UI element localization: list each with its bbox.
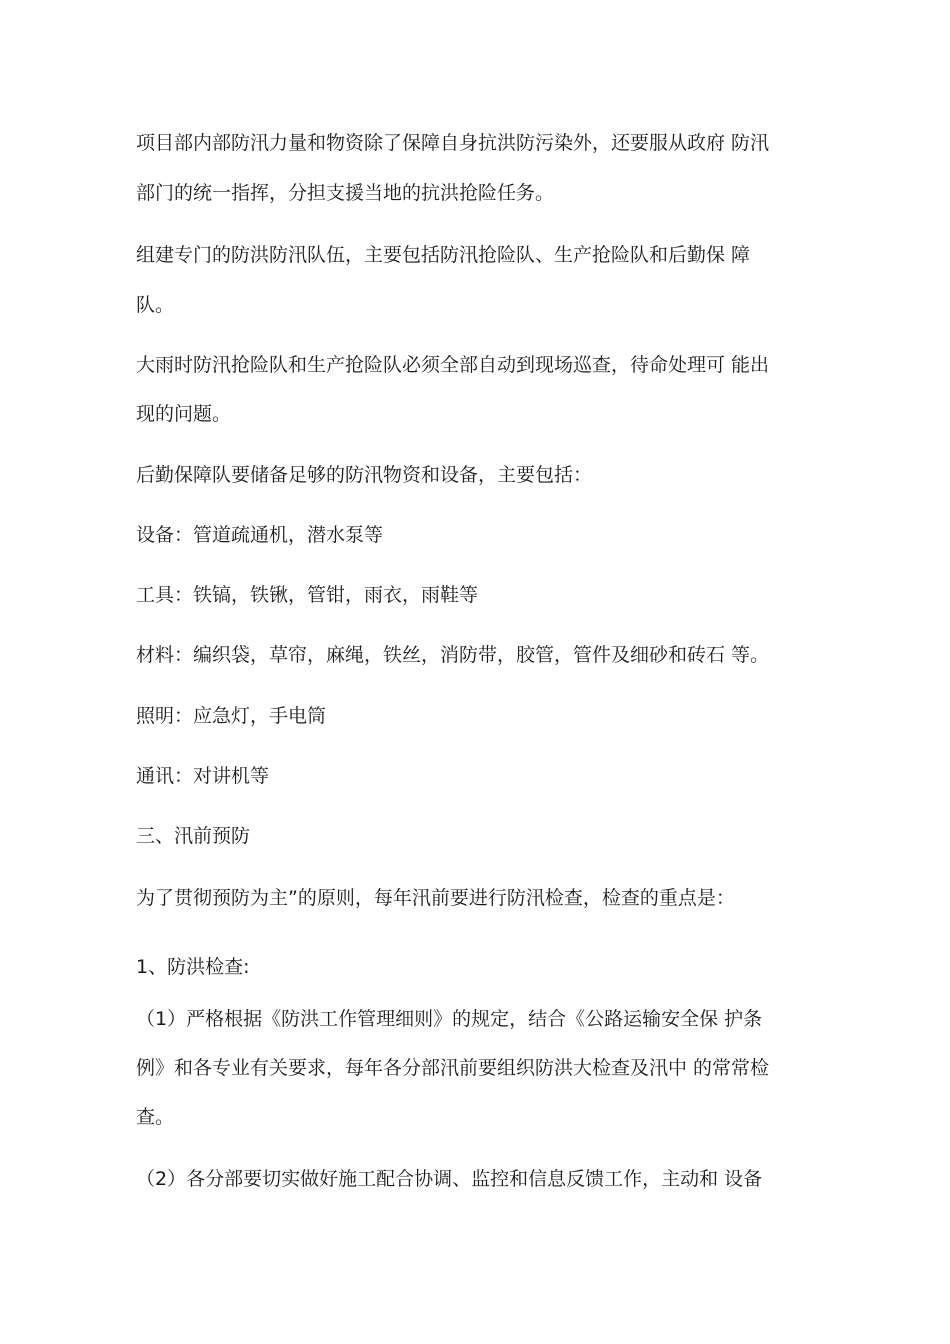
- section-heading: 三、汛前预防: [136, 825, 251, 847]
- paragraph-line: 队。: [136, 294, 175, 316]
- paragraph-line: 照明：应急灯，手电筒: [136, 705, 327, 727]
- subsection-heading: 1、防洪检查:: [136, 956, 250, 978]
- paragraph-line: （2）各分部要切实做好施工配合协调、监控和信息反馈工作，主动和 设备: [136, 1168, 763, 1190]
- paragraph-line: 为了贯彻预防为主”的原则，每年汛前要进行防汛检查，检查的重点是：: [136, 887, 735, 909]
- paragraph-line: 通讯：对讲机等: [136, 765, 270, 787]
- paragraph-line: 大雨时防汛抢险队和生产抢险队必须全部自动到现场巡查，待命处理可 能出: [136, 354, 770, 376]
- paragraph-line: 查。: [136, 1106, 175, 1128]
- paragraph-line: 现的问题。: [136, 403, 232, 425]
- paragraph-line: 工具：铁镐，铁锹，管钳，雨衣，雨鞋等: [136, 584, 479, 606]
- paragraph-line: （1）严格根据《防洪工作管理细则》的规定，结合《公路运输安全保 护条: [136, 1008, 763, 1030]
- paragraph-line: 设备：管道疏通机，潜水泵等: [136, 524, 384, 546]
- paragraph-line: 项目部内部防汛力量和物资除了保障自身抗洪防污染外，还要服从政府 防汛: [136, 132, 770, 154]
- paragraph-line: 后勤保障队要储备足够的防汛物资和设备，主要包括：: [136, 464, 593, 486]
- paragraph-line: 例》和各专业有关要求，每年各分部汛前要组织防洪大检查及汛中 的常常检: [136, 1057, 770, 1079]
- paragraph-line: 部门的统一指挥，分担支援当地的抗洪抢险任务。: [136, 182, 555, 204]
- paragraph-line: 材料：编织袋，草帘，麻绳，铁丝，消防带，胶管，管件及细砂和砖石 等。: [136, 644, 770, 666]
- paragraph-line: 组建专门的防洪防汛队伍，主要包括防汛抢险队、生产抢险队和后勤保 障: [136, 244, 751, 266]
